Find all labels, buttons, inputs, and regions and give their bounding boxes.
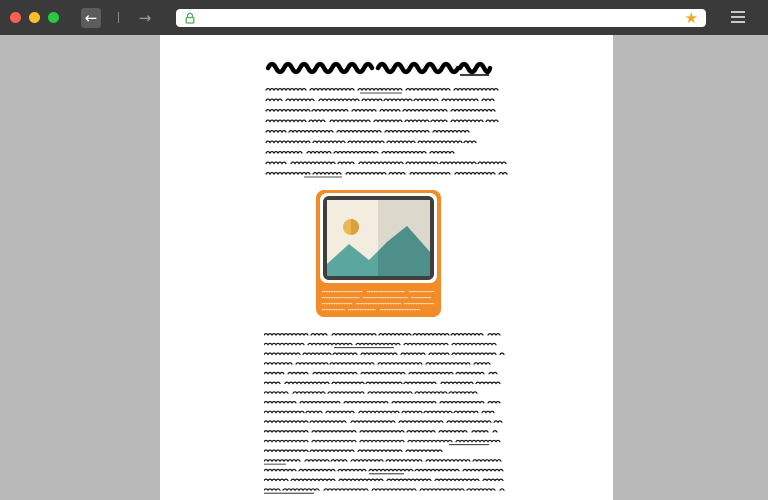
article-paragraph-2 (264, 330, 509, 500)
arrow-right-icon: → (138, 9, 152, 27)
lock-icon (184, 12, 196, 24)
page-title (266, 55, 496, 77)
back-button[interactable] (81, 8, 101, 28)
article-image (316, 190, 441, 317)
browser-titlebar (0, 0, 768, 35)
web-page (160, 35, 613, 500)
forward-button[interactable] (135, 8, 155, 28)
image-frame (320, 193, 437, 283)
arrow-left-icon: ← (84, 9, 98, 27)
article-paragraph-1 (264, 85, 509, 180)
hamburger-menu-icon[interactable] (731, 11, 745, 23)
minimize-window-button[interactable] (29, 12, 40, 23)
nav-separator (118, 12, 119, 23)
image-placeholder-icon (323, 196, 434, 280)
image-caption (320, 288, 436, 314)
close-window-button[interactable] (10, 12, 21, 23)
star-icon[interactable]: ★ (684, 9, 698, 27)
maximize-window-button[interactable] (48, 12, 59, 23)
address-bar[interactable] (176, 9, 706, 27)
